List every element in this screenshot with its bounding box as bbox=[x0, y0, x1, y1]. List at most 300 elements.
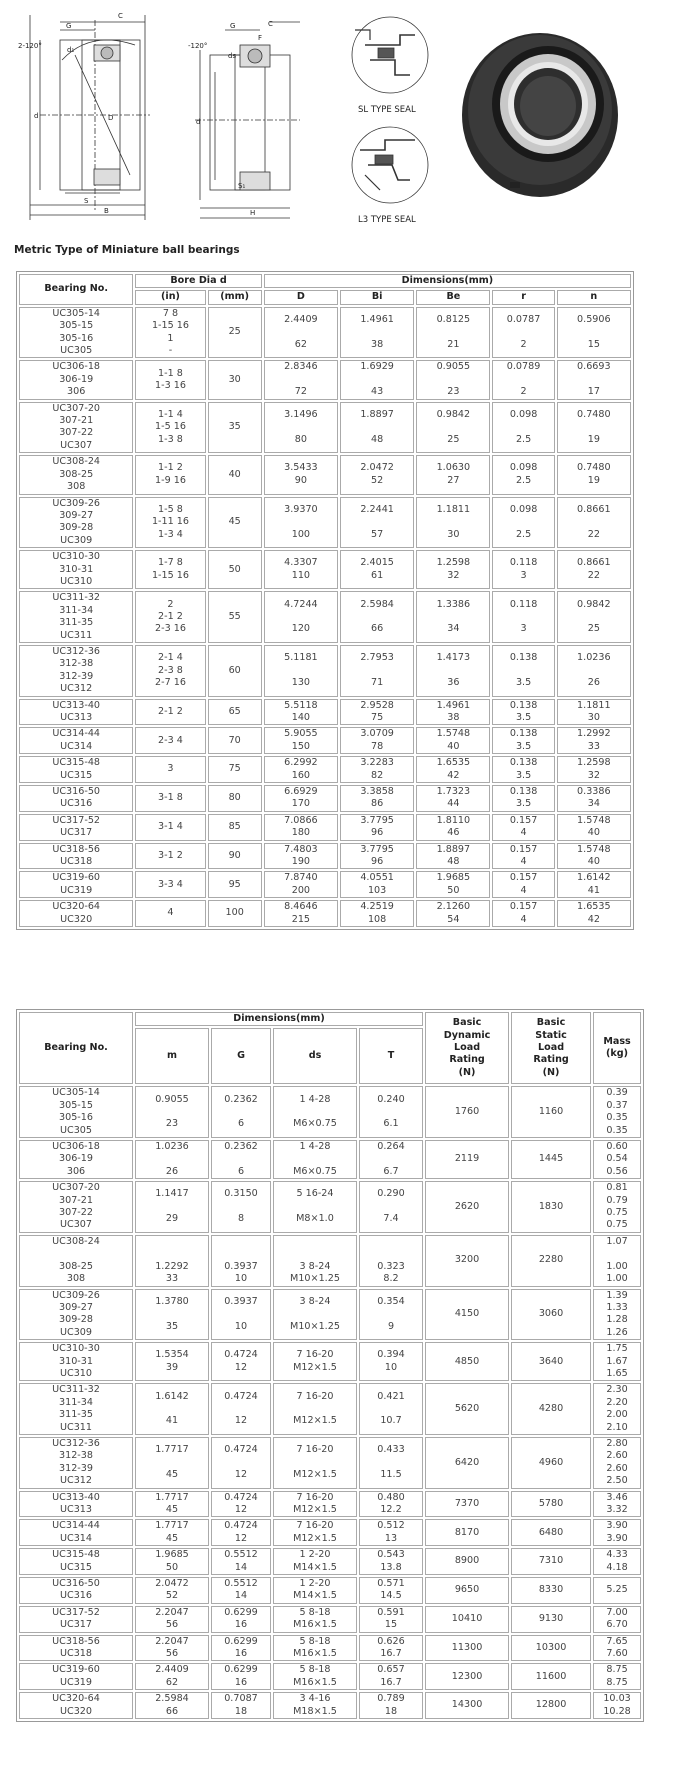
dim-G-cell: 0.4724 12 bbox=[211, 1437, 271, 1489]
header-col-n: n bbox=[557, 290, 631, 304]
bore-dimensions-table bbox=[16, 271, 634, 930]
header-col-ds: ds bbox=[273, 1028, 357, 1084]
header-mm: (mm) bbox=[208, 290, 262, 304]
dynamic-load-cell: 9650 bbox=[425, 1577, 509, 1604]
dim-Be-cell: 1.4173 36 bbox=[416, 645, 490, 697]
dim-G-cell: 0.6299 16 bbox=[211, 1663, 271, 1690]
mass-cell: 3.46 3.32 bbox=[593, 1491, 641, 1518]
dim-Bi-cell: 2.0472 52 bbox=[340, 455, 414, 494]
table-row bbox=[19, 497, 631, 549]
mass-cell: 4.33 4.18 bbox=[593, 1548, 641, 1575]
bore-mm-cell: 45 bbox=[208, 497, 262, 549]
header-col-Be: Be bbox=[416, 290, 490, 304]
header-bearing-no: Bearing No. bbox=[19, 274, 133, 305]
header-dimensions: Dimensions(mm) bbox=[264, 274, 631, 288]
dim-m-cell: 1.2292 33 bbox=[135, 1235, 209, 1287]
table-row bbox=[19, 1383, 641, 1435]
dim-D-cell: 3.5433 90 bbox=[264, 455, 338, 494]
dim-Bi-cell: 3.3858 86 bbox=[340, 785, 414, 812]
dim-D-cell: 5.1181 130 bbox=[264, 645, 338, 697]
bearing-no-cell: UC308-24 308-25 308 bbox=[19, 1235, 133, 1287]
dim-D-cell: 7.8740 200 bbox=[264, 871, 338, 898]
dim-r-cell: 0.098 2.5 bbox=[492, 455, 554, 494]
bore-in-cell: 1-5 8 1-11 16 1-3 4 bbox=[135, 497, 205, 549]
dim-ds-cell: 1 4-28 M6×0.75 bbox=[273, 1086, 357, 1138]
header-mass: Mass (kg) bbox=[593, 1012, 641, 1084]
dim-ds-cell: 3 4-16 M18×1.5 bbox=[273, 1692, 357, 1719]
dim-label-g2: G bbox=[230, 22, 236, 30]
bore-in-cell: 2-3 4 bbox=[135, 727, 205, 754]
dim-n-cell: 1.6535 42 bbox=[557, 900, 631, 927]
bore-in-cell: 2-1 2 bbox=[135, 699, 205, 726]
table-row bbox=[19, 1491, 641, 1518]
dynamic-load-cell: 8170 bbox=[425, 1519, 509, 1546]
dim-r-cell: 0.118 3 bbox=[492, 550, 554, 589]
dim-ds-cell: 5 8-18 M16×1.5 bbox=[273, 1606, 357, 1633]
bearing-no-cell: UC315-48 UC315 bbox=[19, 1548, 133, 1575]
dim-n-cell: 0.8661 22 bbox=[557, 550, 631, 589]
dim-G-cell: 0.3937 10 bbox=[211, 1289, 271, 1341]
table-row bbox=[19, 1519, 641, 1546]
dim-T-cell: 0.571 14.5 bbox=[359, 1577, 423, 1604]
bearing-no-cell: UC312-36 312-38 312-39 UC312 bbox=[19, 645, 133, 697]
table-row bbox=[19, 1437, 641, 1489]
table-row bbox=[19, 1606, 641, 1633]
bearing-no-cell: UC308-24 308-25 308 bbox=[19, 455, 133, 494]
table-row bbox=[19, 1235, 641, 1287]
mass-cell: 7.00 6.70 bbox=[593, 1606, 641, 1633]
dim-Bi-cell: 4.0551 103 bbox=[340, 871, 414, 898]
table-row bbox=[19, 1181, 641, 1233]
dim-n-cell: 0.7480 19 bbox=[557, 455, 631, 494]
bore-in-cell: 1-7 8 1-15 16 bbox=[135, 550, 205, 589]
bearing-technical-drawing bbox=[0, 0, 680, 235]
dim-Bi-cell: 1.6929 43 bbox=[340, 360, 414, 399]
dim-D-cell: 3.9370 100 bbox=[264, 497, 338, 549]
table-row bbox=[19, 1635, 641, 1662]
bore-in-cell: 7 8 1-15 16 1 - bbox=[135, 307, 205, 359]
bore-mm-cell: 55 bbox=[208, 591, 262, 643]
dim-r-cell: 0.0787 2 bbox=[492, 307, 554, 359]
dim-n-cell: 1.2598 32 bbox=[557, 756, 631, 783]
table-row bbox=[19, 699, 631, 726]
dynamic-load-cell: 7370 bbox=[425, 1491, 509, 1518]
mass-cell: 8.75 8.75 bbox=[593, 1663, 641, 1690]
bearing-no-cell: UC318-56 UC318 bbox=[19, 843, 133, 870]
bearing-no-cell: UC309-26 309-27 309-28 UC309 bbox=[19, 497, 133, 549]
dim-Be-cell: 1.5748 40 bbox=[416, 727, 490, 754]
header-bearing-no-2: Bearing No. bbox=[19, 1012, 133, 1084]
bore-mm-cell: 25 bbox=[208, 307, 262, 359]
static-load-cell: 7310 bbox=[511, 1548, 591, 1575]
table-row bbox=[19, 1692, 641, 1719]
bore-mm-cell: 40 bbox=[208, 455, 262, 494]
dim-n-cell: 0.3386 34 bbox=[557, 785, 631, 812]
dim-G-cell: 0.5512 14 bbox=[211, 1577, 271, 1604]
dim-Be-cell: 1.2598 32 bbox=[416, 550, 490, 589]
dim-n-cell: 0.8661 22 bbox=[557, 497, 631, 549]
dim-label-d2: d bbox=[196, 118, 201, 126]
dim-Bi-cell: 3.0709 78 bbox=[340, 727, 414, 754]
table-row bbox=[19, 1577, 641, 1604]
bearing-no-cell: UC319-60 UC319 bbox=[19, 1663, 133, 1690]
static-load-cell: 11600 bbox=[511, 1663, 591, 1690]
static-load-cell: 4960 bbox=[511, 1437, 591, 1489]
bore-in-cell: 3 bbox=[135, 756, 205, 783]
bore-in-cell: 1-1 8 1-3 16 bbox=[135, 360, 205, 399]
static-load-cell: 12800 bbox=[511, 1692, 591, 1719]
static-load-cell: 1445 bbox=[511, 1140, 591, 1179]
bearing-no-cell: UC313-40 UC313 bbox=[19, 1491, 133, 1518]
dim-D-cell: 8.4646 215 bbox=[264, 900, 338, 927]
dim-r-cell: 0.138 3.5 bbox=[492, 785, 554, 812]
dim-T-cell: 0.421 10.7 bbox=[359, 1383, 423, 1435]
l3-seal-label: L3 TYPE SEAL bbox=[358, 215, 416, 225]
dim-G-cell: 0.2362 6 bbox=[211, 1140, 271, 1179]
header-dimensions-2: Dimensions(mm) bbox=[135, 1012, 423, 1026]
bore-mm-cell: 30 bbox=[208, 360, 262, 399]
dim-n-cell: 1.1811 30 bbox=[557, 699, 631, 726]
bearing-no-cell: UC305-14 305-15 305-16 UC305 bbox=[19, 1086, 133, 1138]
dim-Be-cell: 1.1811 30 bbox=[416, 497, 490, 549]
dim-ds-cell: 7 16-20 M12×1.5 bbox=[273, 1519, 357, 1546]
dim-n-cell: 0.6693 17 bbox=[557, 360, 631, 399]
dim-Be-cell: 1.4961 38 bbox=[416, 699, 490, 726]
dim-label-ds: ds bbox=[228, 52, 237, 60]
dynamic-load-cell: 2620 bbox=[425, 1181, 509, 1233]
table-row bbox=[19, 1663, 641, 1690]
bearing-no-cell: UC314-44 UC314 bbox=[19, 1519, 133, 1546]
dim-Be-cell: 1.8110 46 bbox=[416, 814, 490, 841]
mass-cell: 0.60 0.54 0.56 bbox=[593, 1140, 641, 1179]
dim-ds-cell: 7 16-20 M12×1.5 bbox=[273, 1491, 357, 1518]
dim-Bi-cell: 3.7795 96 bbox=[340, 814, 414, 841]
bearing-no-cell: UC309-26 309-27 309-28 UC309 bbox=[19, 1289, 133, 1341]
dim-label-d1: d₁ bbox=[67, 46, 75, 54]
load-rating-table bbox=[16, 1009, 644, 1722]
dim-n-cell: 0.9842 25 bbox=[557, 591, 631, 643]
table-row bbox=[19, 900, 631, 927]
static-load-cell: 10300 bbox=[511, 1635, 591, 1662]
static-load-cell: 8330 bbox=[511, 1577, 591, 1604]
header-bore-dia: Bore Dia d bbox=[135, 274, 261, 288]
section-title: Metric Type of Miniature ball bearings bbox=[14, 244, 240, 256]
dim-G-cell: 0.4724 12 bbox=[211, 1342, 271, 1381]
bore-mm-cell: 35 bbox=[208, 402, 262, 454]
bore-in-cell: 3-1 4 bbox=[135, 814, 205, 841]
table-row bbox=[19, 785, 631, 812]
bore-mm-cell: 90 bbox=[208, 843, 262, 870]
table-row bbox=[19, 645, 631, 697]
bearing-no-cell: UC317-52 UC317 bbox=[19, 814, 133, 841]
bearing-no-cell: UC306-18 306-19 306 bbox=[19, 360, 133, 399]
bearing-no-cell: UC317-52 UC317 bbox=[19, 1606, 133, 1633]
static-load-cell: 5780 bbox=[511, 1491, 591, 1518]
bearing-no-cell: UC305-14 305-15 305-16 UC305 bbox=[19, 307, 133, 359]
dim-r-cell: 0.157 4 bbox=[492, 814, 554, 841]
bearing-no-cell: UC319-60 UC319 bbox=[19, 871, 133, 898]
mass-cell: 7.65 7.60 bbox=[593, 1635, 641, 1662]
header-in: (in) bbox=[135, 290, 205, 304]
dim-Bi-cell: 2.9528 75 bbox=[340, 699, 414, 726]
dim-T-cell: 0.433 11.5 bbox=[359, 1437, 423, 1489]
dim-Bi-cell: 3.2283 82 bbox=[340, 756, 414, 783]
dynamic-load-cell: 4850 bbox=[425, 1342, 509, 1381]
bore-in-cell: 3-1 2 bbox=[135, 843, 205, 870]
bearing-no-cell: UC310-30 310-31 UC310 bbox=[19, 1342, 133, 1381]
bearing-photo bbox=[462, 33, 618, 197]
table-row bbox=[19, 1086, 641, 1138]
dim-n-cell: 1.5748 40 bbox=[557, 814, 631, 841]
bore-mm-cell: 50 bbox=[208, 550, 262, 589]
dim-r-cell: 0.098 2.5 bbox=[492, 402, 554, 454]
sl-seal-detail bbox=[352, 17, 428, 93]
bore-mm-cell: 60 bbox=[208, 645, 262, 697]
mass-cell: 1.75 1.67 1.65 bbox=[593, 1342, 641, 1381]
bearing-no-cell: UC320-64 UC320 bbox=[19, 900, 133, 927]
static-load-cell: 1830 bbox=[511, 1181, 591, 1233]
dim-Be-cell: 0.8125 21 bbox=[416, 307, 490, 359]
bearing-no-cell: UC316-50 UC316 bbox=[19, 1577, 133, 1604]
middle-section-view bbox=[195, 22, 300, 218]
static-load-cell: 1160 bbox=[511, 1086, 591, 1138]
dim-n-cell: 0.7480 19 bbox=[557, 402, 631, 454]
mass-cell: 1.39 1.33 1.28 1.26 bbox=[593, 1289, 641, 1341]
dim-Be-cell: 1.3386 34 bbox=[416, 591, 490, 643]
dim-T-cell: 0.394 10 bbox=[359, 1342, 423, 1381]
dim-m-cell: 1.7717 45 bbox=[135, 1519, 209, 1546]
bearing-no-cell: UC312-36 312-38 312-39 UC312 bbox=[19, 1437, 133, 1489]
sl-seal-label: SL TYPE SEAL bbox=[358, 105, 416, 115]
dim-m-cell: 1.7717 45 bbox=[135, 1491, 209, 1518]
dim-label-g: G bbox=[66, 22, 72, 30]
dim-D-cell: 4.7244 120 bbox=[264, 591, 338, 643]
dim-r-cell: 0.138 3.5 bbox=[492, 756, 554, 783]
dim-T-cell: 0.626 16.7 bbox=[359, 1635, 423, 1662]
dim-Be-cell: 1.8897 48 bbox=[416, 843, 490, 870]
dim-G-cell: 0.4724 12 bbox=[211, 1519, 271, 1546]
dim-Bi-cell: 1.8897 48 bbox=[340, 402, 414, 454]
dim-m-cell: 1.6142 41 bbox=[135, 1383, 209, 1435]
dynamic-load-cell: 3200 bbox=[425, 1235, 509, 1287]
dim-D-cell: 2.4409 62 bbox=[264, 307, 338, 359]
dim-ds-cell: 1 4-28 M6×0.75 bbox=[273, 1140, 357, 1179]
dynamic-load-cell: 6420 bbox=[425, 1437, 509, 1489]
dim-Be-cell: 1.7323 44 bbox=[416, 785, 490, 812]
table-row bbox=[19, 814, 631, 841]
dim-r-cell: 0.157 4 bbox=[492, 871, 554, 898]
dim-ds-cell: 5 16-24 M8×1.0 bbox=[273, 1181, 357, 1233]
bearing-no-cell: UC313-40 UC313 bbox=[19, 699, 133, 726]
dim-ds-cell: 3 8-24 M10×1.25 bbox=[273, 1235, 357, 1287]
dim-T-cell: 0.512 13 bbox=[359, 1519, 423, 1546]
table-row bbox=[19, 871, 631, 898]
dim-label-f: F bbox=[258, 34, 263, 42]
dim-Bi-cell: 2.2441 57 bbox=[340, 497, 414, 549]
dim-m-cell: 1.9685 50 bbox=[135, 1548, 209, 1575]
dim-label-b: B bbox=[104, 207, 109, 215]
static-load-cell: 3640 bbox=[511, 1342, 591, 1381]
table-row bbox=[19, 1548, 641, 1575]
dim-ds-cell: 1 2-20 M14×1.5 bbox=[273, 1548, 357, 1575]
bearing-no-cell: UC314-44 UC314 bbox=[19, 727, 133, 754]
dim-ds-cell: 7 16-20 M12×1.5 bbox=[273, 1342, 357, 1381]
bore-in-cell: 2 2-1 2 2-3 16 bbox=[135, 591, 205, 643]
dim-G-cell: 0.2362 6 bbox=[211, 1086, 271, 1138]
header-col-G: G bbox=[211, 1028, 271, 1084]
dim-n-cell: 1.0236 26 bbox=[557, 645, 631, 697]
mass-cell: 10.03 10.28 bbox=[593, 1692, 641, 1719]
dim-n-cell: 0.5906 15 bbox=[557, 307, 631, 359]
dim-G-cell: 0.4724 12 bbox=[211, 1491, 271, 1518]
dim-Be-cell: 0.9055 23 bbox=[416, 360, 490, 399]
dim-D-cell: 2.8346 72 bbox=[264, 360, 338, 399]
dim-T-cell: 0.591 15 bbox=[359, 1606, 423, 1633]
mass-cell: 2.80 2.60 2.60 2.50 bbox=[593, 1437, 641, 1489]
static-load-cell: 2280 bbox=[511, 1235, 591, 1287]
table-row bbox=[19, 307, 631, 359]
dim-Be-cell: 1.9685 50 bbox=[416, 871, 490, 898]
dynamic-load-cell: 11300 bbox=[425, 1635, 509, 1662]
dim-m-cell: 2.4409 62 bbox=[135, 1663, 209, 1690]
bearing-no-cell: UC311-32 311-34 311-35 UC311 bbox=[19, 591, 133, 643]
dim-G-cell: 0.5512 14 bbox=[211, 1548, 271, 1575]
mass-cell: 0.39 0.37 0.35 0.35 bbox=[593, 1086, 641, 1138]
dim-r-cell: 0.138 3.5 bbox=[492, 645, 554, 697]
bore-in-cell: 1-1 4 1-5 16 1-3 8 bbox=[135, 402, 205, 454]
table-row bbox=[19, 843, 631, 870]
dim-r-cell: 0.0789 2 bbox=[492, 360, 554, 399]
dim-T-cell: 0.789 18 bbox=[359, 1692, 423, 1719]
dim-r-cell: 0.098 2.5 bbox=[492, 497, 554, 549]
static-load-cell: 6480 bbox=[511, 1519, 591, 1546]
mass-cell: 0.81 0.79 0.75 0.75 bbox=[593, 1181, 641, 1233]
l3-seal-detail bbox=[352, 127, 428, 203]
dim-m-cell: 2.2047 56 bbox=[135, 1635, 209, 1662]
dim-n-cell: 1.5748 40 bbox=[557, 843, 631, 870]
dim-Bi-cell: 2.5984 66 bbox=[340, 591, 414, 643]
bearing-no-cell: UC307-20 307-21 307-22 UC307 bbox=[19, 402, 133, 454]
dynamic-load-cell: 8900 bbox=[425, 1548, 509, 1575]
dim-n-cell: 1.2992 33 bbox=[557, 727, 631, 754]
mass-cell: 5.25 bbox=[593, 1577, 641, 1604]
left-section-view bbox=[30, 15, 150, 220]
bore-mm-cell: 65 bbox=[208, 699, 262, 726]
dim-ds-cell: 5 8-18 M16×1.5 bbox=[273, 1635, 357, 1662]
table-row bbox=[19, 1342, 641, 1381]
header-col-m: m bbox=[135, 1028, 209, 1084]
header-dynamic-load: Basic Dynamic Load Rating (N) bbox=[425, 1012, 509, 1084]
dim-m-cell: 1.0236 26 bbox=[135, 1140, 209, 1179]
dim-G-cell: 0.3150 8 bbox=[211, 1181, 271, 1233]
dim-m-cell: 2.2047 56 bbox=[135, 1606, 209, 1633]
dim-G-cell: 0.6299 16 bbox=[211, 1635, 271, 1662]
static-load-cell: 4280 bbox=[511, 1383, 591, 1435]
angle-label-left: 2-120° bbox=[18, 42, 42, 50]
bore-mm-cell: 80 bbox=[208, 785, 262, 812]
dim-Bi-cell: 2.7953 71 bbox=[340, 645, 414, 697]
dim-T-cell: 0.240 6.1 bbox=[359, 1086, 423, 1138]
dim-T-cell: 0.354 9 bbox=[359, 1289, 423, 1341]
dim-G-cell: 0.6299 16 bbox=[211, 1606, 271, 1633]
dim-T-cell: 0.657 16.7 bbox=[359, 1663, 423, 1690]
table-row bbox=[19, 550, 631, 589]
bore-mm-cell: 85 bbox=[208, 814, 262, 841]
dim-label-s: S bbox=[84, 197, 89, 205]
header-col-r: r bbox=[492, 290, 554, 304]
bore-in-cell: 3-1 8 bbox=[135, 785, 205, 812]
dim-Be-cell: 1.0630 27 bbox=[416, 455, 490, 494]
dim-label-c2: C bbox=[268, 20, 273, 28]
bearing-no-cell: UC307-20 307-21 307-22 UC307 bbox=[19, 1181, 133, 1233]
static-load-cell: 9130 bbox=[511, 1606, 591, 1633]
dim-ds-cell: 7 16-20 M12×1.5 bbox=[273, 1383, 357, 1435]
dim-G-cell: 0.7087 18 bbox=[211, 1692, 271, 1719]
dim-m-cell: 2.5984 66 bbox=[135, 1692, 209, 1719]
dim-m-cell: 0.9055 23 bbox=[135, 1086, 209, 1138]
dim-label-h: H bbox=[250, 209, 256, 217]
dim-m-cell: 2.0472 52 bbox=[135, 1577, 209, 1604]
dim-ds-cell: 7 16-20 M12×1.5 bbox=[273, 1437, 357, 1489]
dynamic-load-cell: 10410 bbox=[425, 1606, 509, 1633]
bore-mm-cell: 100 bbox=[208, 900, 262, 927]
dim-r-cell: 0.157 4 bbox=[492, 900, 554, 927]
bore-in-cell: 3-3 4 bbox=[135, 871, 205, 898]
table-row bbox=[19, 1140, 641, 1179]
dim-m-cell: 1.5354 39 bbox=[135, 1342, 209, 1381]
header-col-Bi: Bi bbox=[340, 290, 414, 304]
table-row bbox=[19, 727, 631, 754]
table-row bbox=[19, 360, 631, 399]
dim-Be-cell: 1.6535 42 bbox=[416, 756, 490, 783]
table-row bbox=[19, 1289, 641, 1341]
dynamic-load-cell: 14300 bbox=[425, 1692, 509, 1719]
bore-in-cell: 4 bbox=[135, 900, 205, 927]
dim-Bi-cell: 4.2519 108 bbox=[340, 900, 414, 927]
dim-D-cell: 6.6929 170 bbox=[264, 785, 338, 812]
dim-label-d: d bbox=[34, 112, 39, 120]
header-static-load: Basic Static Load Rating (N) bbox=[511, 1012, 591, 1084]
dim-D-cell: 7.0866 180 bbox=[264, 814, 338, 841]
dim-n-cell: 1.6142 41 bbox=[557, 871, 631, 898]
bore-mm-cell: 70 bbox=[208, 727, 262, 754]
mass-cell: 3.90 3.90 bbox=[593, 1519, 641, 1546]
table-row bbox=[19, 455, 631, 494]
mass-cell: 2.30 2.20 2.00 2.10 bbox=[593, 1383, 641, 1435]
dim-T-cell: 0.480 12.2 bbox=[359, 1491, 423, 1518]
dim-m-cell: 1.7717 45 bbox=[135, 1437, 209, 1489]
dim-label-big-d: D bbox=[108, 114, 114, 122]
table-row bbox=[19, 756, 631, 783]
dim-r-cell: 0.118 3 bbox=[492, 591, 554, 643]
dim-r-cell: 0.138 3.5 bbox=[492, 727, 554, 754]
dim-Be-cell: 0.9842 25 bbox=[416, 402, 490, 454]
dim-D-cell: 4.3307 110 bbox=[264, 550, 338, 589]
dim-r-cell: 0.157 4 bbox=[492, 843, 554, 870]
dynamic-load-cell: 5620 bbox=[425, 1383, 509, 1435]
dim-T-cell: 0.543 13.8 bbox=[359, 1548, 423, 1575]
dim-D-cell: 3.1496 80 bbox=[264, 402, 338, 454]
dim-T-cell: 0.264 6.7 bbox=[359, 1140, 423, 1179]
dim-ds-cell: 3 8-24 M10×1.25 bbox=[273, 1289, 357, 1341]
bearing-no-cell: UC311-32 311-34 311-35 UC311 bbox=[19, 1383, 133, 1435]
bore-mm-cell: 95 bbox=[208, 871, 262, 898]
angle-label-middle: -120° bbox=[188, 42, 208, 50]
bearing-no-cell: UC316-50 UC316 bbox=[19, 785, 133, 812]
dim-ds-cell: 1 2-20 M14×1.5 bbox=[273, 1577, 357, 1604]
bore-in-cell: 2-1 4 2-3 8 2-7 16 bbox=[135, 645, 205, 697]
dim-D-cell: 7.4803 190 bbox=[264, 843, 338, 870]
